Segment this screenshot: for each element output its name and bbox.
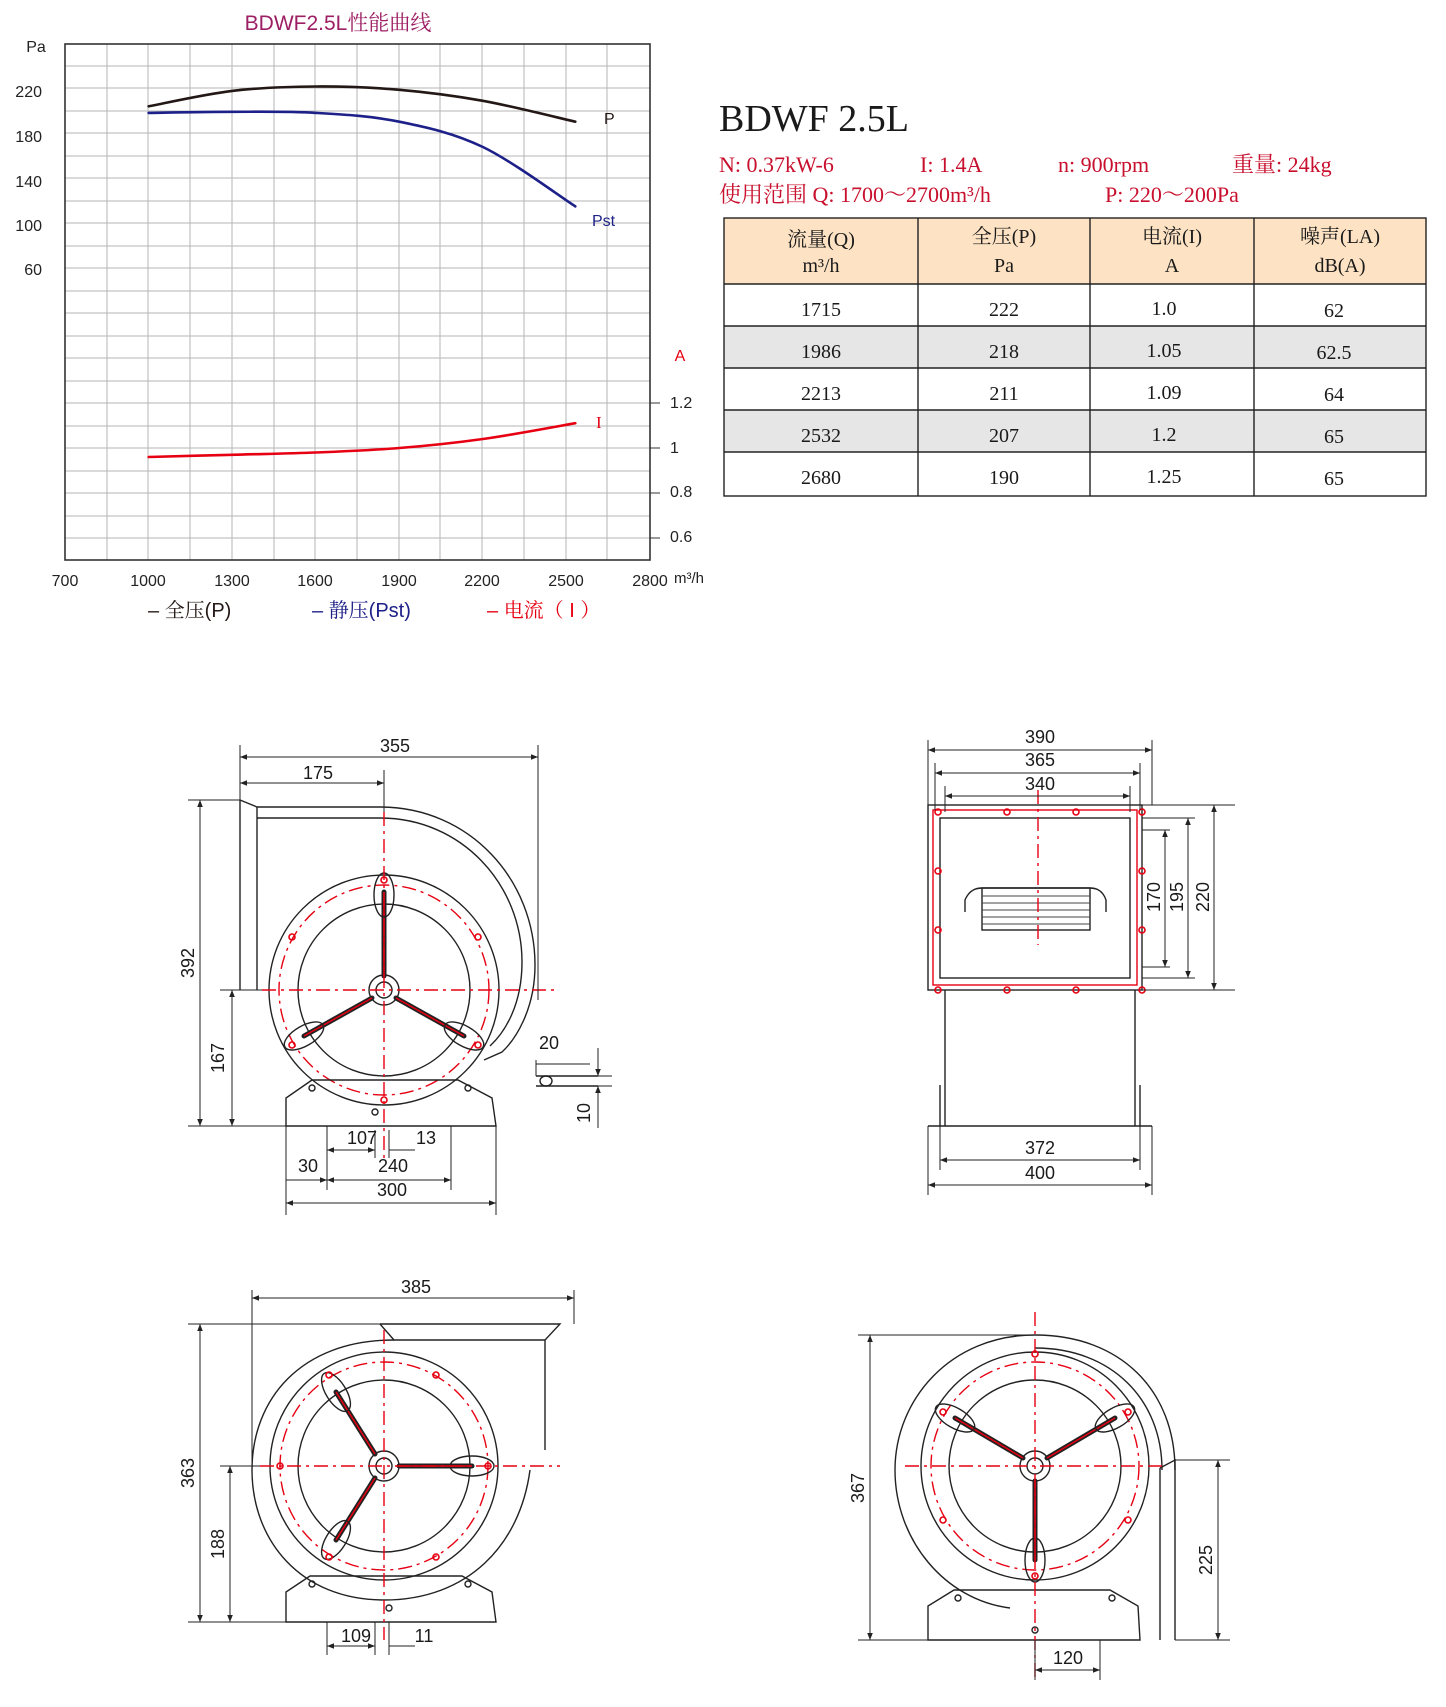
dim-195: 195 bbox=[1167, 881, 1187, 913]
table-cell: 222 bbox=[989, 299, 1019, 321]
dim-20: 20 bbox=[538, 1033, 560, 1053]
y-tick-label: 100 bbox=[15, 218, 42, 235]
table-cell: 65 bbox=[1324, 426, 1344, 448]
spec-range-flow: 使用范围 Q: 1700～2700m³/h bbox=[719, 182, 991, 207]
spec-weight: 重量: 24kg bbox=[1232, 152, 1332, 177]
spec-power: N: 0.37kW-6 bbox=[719, 152, 834, 177]
y2-tick-label: 1.2 bbox=[670, 395, 693, 412]
spec-block bbox=[719, 98, 1332, 207]
table-header-current: 电流(I) bbox=[1142, 226, 1202, 248]
spec-speed: n: 900rpm bbox=[1058, 152, 1150, 177]
legend-current: – 电流（ I ） bbox=[487, 600, 601, 622]
table-cell: 64 bbox=[1324, 384, 1344, 406]
current-curve bbox=[149, 423, 576, 457]
side-view-drawing bbox=[928, 727, 1235, 1195]
y2-axis-unit: A bbox=[674, 348, 686, 365]
performance-chart bbox=[15, 12, 704, 622]
dim-13: 13 bbox=[415, 1128, 437, 1148]
curve-label-p: P bbox=[604, 111, 615, 128]
table-cell: 2213 bbox=[801, 383, 841, 405]
table-cell: 1.2 bbox=[1151, 424, 1177, 446]
dim-188: 188 bbox=[208, 1528, 228, 1560]
dim-10: 10 bbox=[574, 1102, 594, 1124]
y2-tick-label: 0.6 bbox=[670, 529, 693, 546]
dim-400: 400 bbox=[1024, 1163, 1056, 1183]
x-axis-labels bbox=[52, 570, 704, 590]
dim-372: 372 bbox=[1024, 1138, 1056, 1158]
dim-225: 225 bbox=[1196, 1544, 1216, 1576]
x-tick-label: 2800 bbox=[632, 573, 668, 590]
table-cell: 2680 bbox=[801, 467, 841, 489]
dim-340: 340 bbox=[1024, 774, 1056, 794]
table-cell: 1.09 bbox=[1146, 382, 1182, 404]
table-header-noise: 噪声(LA) bbox=[1300, 226, 1380, 248]
table-header-pressure: 全压(P) bbox=[971, 226, 1037, 248]
x-axis-unit: m³/h bbox=[674, 570, 704, 587]
y-tick-label: 180 bbox=[15, 129, 42, 146]
y2-tick-label: 1 bbox=[670, 440, 679, 457]
table-cell: 211 bbox=[989, 383, 1019, 405]
dim-170: 170 bbox=[1144, 881, 1164, 913]
table-cell: 1986 bbox=[801, 341, 841, 363]
table-cell: 65 bbox=[1324, 468, 1344, 490]
dim-300: 300 bbox=[376, 1180, 408, 1200]
y-axis-unit: Pa bbox=[26, 39, 46, 56]
dim-220: 220 bbox=[1193, 881, 1213, 913]
static-pressure-curve bbox=[149, 112, 576, 207]
dim-30: 30 bbox=[297, 1156, 319, 1176]
dim-109: 109 bbox=[340, 1626, 372, 1646]
dim-167: 167 bbox=[208, 1042, 228, 1074]
spec-range-pressure: P: 220～200Pa bbox=[1105, 182, 1239, 207]
x-tick-label: 700 bbox=[51, 573, 79, 590]
legend-total-pressure: – 全压(P) bbox=[148, 600, 232, 622]
spec-current: I: 1.4A bbox=[920, 152, 983, 177]
x-tick-label: 1000 bbox=[130, 573, 166, 590]
dim-390: 390 bbox=[1024, 727, 1056, 747]
front-view-inlet-drawing bbox=[178, 1277, 574, 1655]
y-tick-label: 220 bbox=[15, 84, 42, 101]
chart-grid bbox=[65, 44, 650, 560]
dim-240: 240 bbox=[377, 1156, 409, 1176]
chart-legend bbox=[148, 599, 600, 622]
table-header-pressure-unit: Pa bbox=[994, 255, 1014, 277]
table-cell: 1715 bbox=[801, 299, 841, 321]
table-cell: 1.05 bbox=[1146, 340, 1182, 362]
legend-static-pressure: – 静压(Pst) bbox=[312, 600, 411, 622]
x-tick-label: 1300 bbox=[214, 573, 250, 590]
dim-367: 367 bbox=[848, 1472, 868, 1504]
dim-355: 355 bbox=[379, 736, 411, 756]
left-axis-labels bbox=[15, 39, 46, 279]
table-cell: 62.5 bbox=[1316, 342, 1352, 364]
table-header-flow-unit: m³/h bbox=[802, 255, 840, 277]
right-axis-labels bbox=[650, 348, 692, 546]
table-cell: 190 bbox=[989, 467, 1019, 489]
x-tick-label: 2500 bbox=[548, 573, 584, 590]
curve-label-pst: Pst bbox=[592, 213, 616, 230]
dim-175: 175 bbox=[302, 763, 334, 783]
y2-tick-label: 0.8 bbox=[670, 484, 693, 501]
dim-365: 365 bbox=[1024, 750, 1056, 770]
table-cell: 207 bbox=[989, 425, 1019, 447]
table-cell: 1.25 bbox=[1146, 466, 1182, 488]
table-header-current-unit: A bbox=[1164, 255, 1180, 277]
x-tick-label: 1900 bbox=[381, 573, 417, 590]
table-cell: 218 bbox=[989, 341, 1019, 363]
model-title: BDWF 2.5L bbox=[719, 98, 909, 140]
x-tick-label: 2200 bbox=[464, 573, 500, 590]
y-tick-label: 60 bbox=[24, 262, 42, 279]
table-cell: 2532 bbox=[801, 425, 841, 447]
table-cell: 62 bbox=[1324, 300, 1344, 322]
dim-392: 392 bbox=[178, 947, 198, 979]
table-header-noise-unit: dB(A) bbox=[1314, 255, 1366, 277]
dim-120: 120 bbox=[1052, 1648, 1084, 1668]
y-tick-label: 140 bbox=[15, 174, 42, 191]
front-view-drawing bbox=[178, 736, 612, 1215]
table-cell: 1.0 bbox=[1151, 298, 1177, 320]
dim-363: 363 bbox=[178, 1457, 198, 1489]
back-view-drawing bbox=[848, 1312, 1230, 1680]
table-header-flow: 流量(Q) bbox=[787, 229, 855, 251]
chart-series-layer bbox=[149, 86, 576, 457]
chart-title: BDWF2.5L性能曲线 bbox=[244, 12, 432, 35]
curve-label-i: I bbox=[596, 413, 602, 432]
x-tick-label: 1600 bbox=[297, 573, 333, 590]
dim-11: 11 bbox=[414, 1626, 434, 1646]
dim-385: 385 bbox=[400, 1277, 432, 1297]
performance-table bbox=[724, 218, 1426, 496]
dim-107: 107 bbox=[346, 1128, 378, 1148]
